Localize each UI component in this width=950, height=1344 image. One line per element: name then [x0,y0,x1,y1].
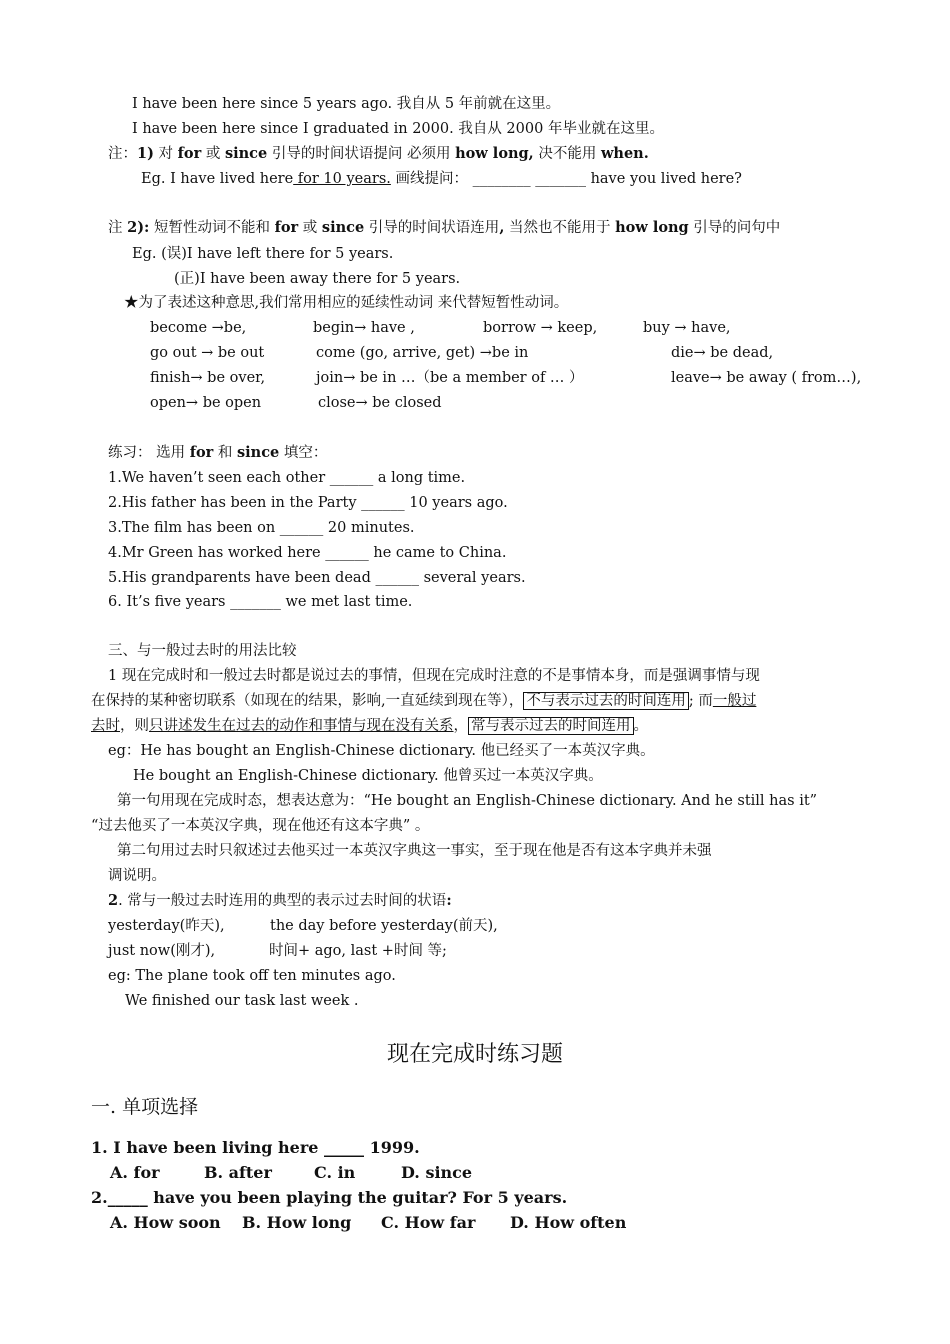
verb-cell: join→ be in …（be a member of … ） [316,370,584,386]
point-2-text: . 常与一般过去时连用的典型的表示过去时间的状语 [118,893,447,909]
adverb-day-before-yesterday: the day before yesterday(前天), [270,918,498,934]
section-3-example-3: eg: The plane took off ten minutes ago. [108,968,396,984]
note-2-since: since [321,219,365,236]
note-2-text-1: 短暂性动词不能和 [149,220,275,236]
note-1-example-b: 画线提问： ________ _______ have you lived here? [390,171,742,187]
note-2-text-4: 引导的问句中 [688,220,781,236]
verb-cell: begin→ have , [313,320,415,336]
practice-and: 和 [213,445,237,461]
para-1-text-c: ，则 [120,718,149,734]
verb-cell: become →be, [150,320,247,336]
verb-cell: finish→ be over, [150,370,266,386]
section-3-explanation-2b: 调说明。 [108,868,166,884]
note-1-since: since [224,145,268,162]
note-1-for: for [177,145,202,162]
para-1-text-b: ; 而 [688,693,713,709]
para-1-text-a: 在保持的某种密切联系（如现在的结果，影响,一直延续到现在等）， [91,693,524,709]
question-1-option: D. since [401,1163,473,1182]
note-1-text-2: 引导的时间状语提问 必须用 [267,146,456,162]
point-2-colon: : [446,892,452,909]
intro-line-1: I have been here since 5 years ago. 我自从 5 年前就在这里。 [132,96,561,112]
note-1 [108,144,649,164]
intro-line-2: I have been here since I graduated in 2000. 我自从 2000 年毕业就在这里。 [132,121,664,137]
note-1-text-1: 对 [153,146,178,162]
section-3-example-2: He bought an English-Chinese dictionary. 他曾买过一本英汉字典。 [133,768,603,784]
section-3-explanation-2a: 第二句用过去时只叙述过去他买过一本英汉字典这一事实，至于现在他是否有这本字典并未强 [117,843,712,859]
section-3-para-1-line-3 [91,716,648,736]
underlined-tense: 去时 [91,718,120,734]
practice-item: 6. It’s five years _______ we met last time. [108,594,413,610]
practice-title-a: 练习： 选用 [108,445,190,461]
practice-since: since [237,444,280,461]
section-3-para-1-line-2 [91,691,756,711]
note-1-or: 或 [201,146,225,162]
section-3-para-1-line-1: 1 现在完成时和一般过去时都是说过去的事情，但现在完成时注意的不是事情本身，而是强调事情与现 [108,668,760,684]
note-2 [108,218,780,238]
note-1-example [141,169,742,189]
note-1-when: when. [600,145,649,162]
practice-item: 1.We haven’t seen each other ______ a long time. [108,470,466,486]
note-1-example-underlined: for 10 years. [293,171,391,187]
question-2-option: B. How long [242,1213,352,1232]
adverb-yesterday: yesterday(昨天), [108,918,225,934]
practice-title [108,443,327,463]
point-2-number: 2 [108,892,119,909]
note-2-for: for [274,219,299,236]
adverb-ago-last: 时间+ ago, last +时间 等; [269,943,447,959]
note-2-text-2: 引导的时间状语连用 [364,220,500,236]
exercise-section-heading: 一. 单项选择 [91,1096,199,1118]
section-3-example-4: We finished our task last week . [125,993,359,1009]
para-1-text-e: 。 [633,718,648,734]
note-1-how-long: how long, [455,145,534,162]
practice-for: for [189,444,214,461]
question-2: 2._____ have you been playing the guitar? For 5 years. [91,1188,568,1207]
boxed-phrase-no-past-time: 不与表示过去的时间连用 [523,692,689,710]
note-2-text-3: 当然也不能用于 [504,220,616,236]
practice-item: 5.His grandparents have been dead ______ several years. [108,570,526,586]
section-3-heading: 三、与一般过去时的用法比较 [108,643,297,659]
question-1: 1. I have been living here _____ 1999. [91,1138,420,1157]
practice-item: 2.His father has been in the Party ______ 10 years ago. [108,495,508,511]
section-3-example-1: eg：He has bought an English-Chinese dictionary. 他已经买了一本英汉字典。 [108,743,655,759]
note-2-star-tip: ★为了表述这种意思,我们常用相应的延续性动词 来代替短暂性动词。 [124,295,569,311]
para-1-text-d: ， [453,718,468,734]
verb-cell: borrow → keep, [483,320,598,336]
note-1-number: 1) [137,145,154,162]
verb-cell: buy → have, [643,320,731,336]
practice-title-b: 填空： [279,445,328,461]
section-3-point-2 [108,891,452,911]
practice-item: 3.The film has been on ______ 20 minutes. [108,520,415,536]
boxed-phrase-past-time: 常与表示过去的时间连用 [468,717,634,735]
question-1-option: B. after [204,1163,272,1182]
verb-cell: come (go, arrive, get) →be in [316,345,529,361]
question-2-option: A. How soon [110,1213,221,1232]
note-2-example-wrong: Eg. (误)I have left there for 5 years. [132,246,394,262]
verb-cell: open→ be open [150,395,262,411]
note-2-example-correct: (正)I have been away there for 5 years. [174,271,461,287]
note-1-prefix: 注： [108,146,137,162]
underlined-explanation: 只讲述发生在过去的动作和事情与现在没有关系 [149,718,454,734]
note-2-number: 2): [127,219,150,236]
underlined-simple-past: 一般过 [712,693,757,709]
adverb-just-now: just now(刚才), [108,943,216,959]
question-2-option: C. How far [381,1213,476,1232]
question-1-option: A. for [110,1163,160,1182]
note-2-how-long: how long [615,219,689,236]
verb-cell: go out → be out [150,345,265,361]
question-1-option: C. in [314,1163,356,1182]
exercise-title: 现在完成时练习题 [386,1042,563,1067]
note-2-prefix: 注 [108,220,128,236]
note-2-or: 或 [298,220,322,236]
verb-cell: close→ be closed [318,395,442,411]
section-3-explanation-1b: “过去他买了一本英汉字典，现在他还有这本字典” 。 [91,818,430,834]
note-1-example-a: Eg. I have lived here [141,171,294,187]
verb-cell: die→ be dead, [671,345,774,361]
note-2-comma: , [499,219,505,236]
question-2-option: D. How often [510,1213,627,1232]
practice-item: 4.Mr Green has worked here ______ he came to China. [108,545,507,561]
verb-cell: leave→ be away ( from…), [671,370,862,386]
note-1-text-3: 决不能用 [533,146,601,162]
section-3-explanation-1a: 第一句用现在完成时态，想表达意为：“He bought an English-Chinese dictionary. And he still has it” [117,793,818,809]
